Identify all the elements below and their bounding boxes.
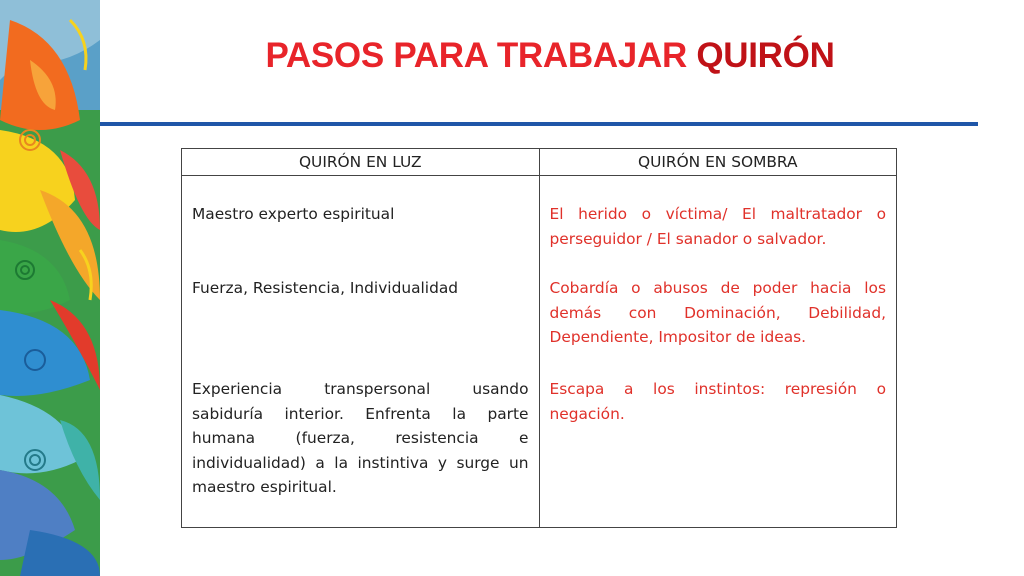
cell-sombra: Cobardía o abusos de poder hacia los demás con Dominación, Debilidad, Dependiente, Impositor de ideas. — [539, 251, 897, 352]
table-row — [182, 352, 897, 528]
header-sombra: QUIRÓN EN SOMBRA — [539, 149, 897, 176]
cell-sombra: Escapa a los instintos: represión o negación. — [539, 352, 897, 528]
cell-luz: Experiencia transpersonal usando sabiduría interior. Enfrenta la parte humana (fuerza, resistencia e individualidad) a la instintiva y surge un maestro espiritual. — [182, 352, 540, 528]
table-row — [182, 251, 897, 352]
mandala-painting-strip-icon — [0, 0, 100, 576]
title-divider — [100, 122, 978, 126]
cell-sombra: El herido o víctima/ El maltratador o perseguidor / El sanador o salvador. — [539, 176, 897, 252]
comparison-table — [181, 148, 897, 528]
cell-luz: Maestro experto espiritual — [182, 176, 540, 252]
header-luz: QUIRÓN EN LUZ — [182, 149, 540, 176]
cell-luz: Fuerza, Resistencia, Individualidad — [182, 251, 540, 352]
page-title — [150, 36, 950, 76]
table-row — [182, 176, 897, 252]
page-title-main: PASOS PARA TRABAJAR — [265, 36, 697, 75]
page-title-accent: QUIRÓN — [696, 36, 835, 75]
table-header-row — [182, 149, 897, 176]
